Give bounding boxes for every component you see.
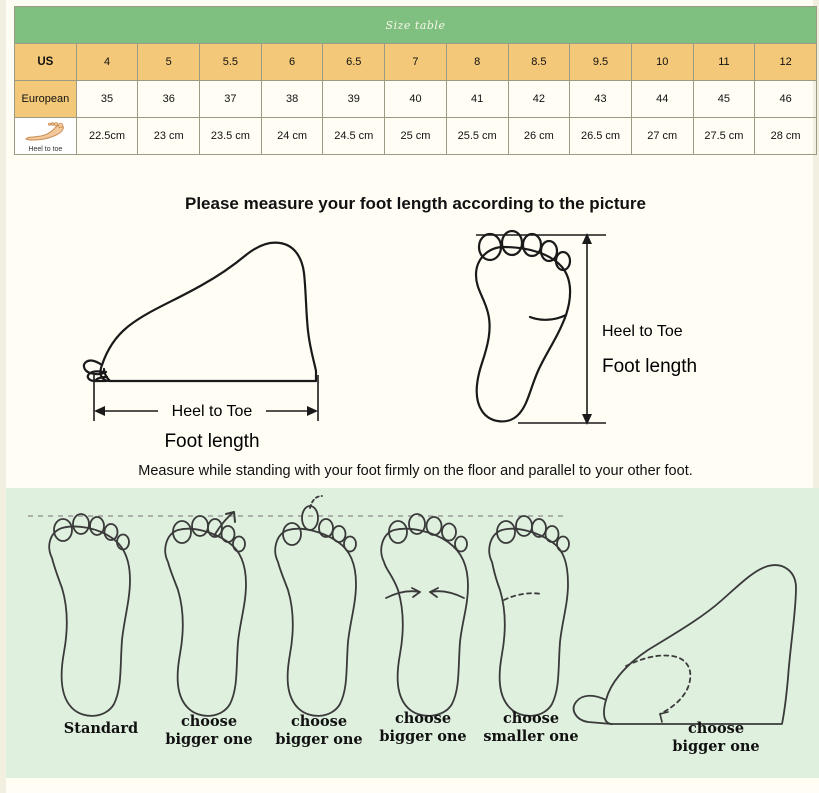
examples-panel [6,488,819,778]
row-label-us: US [15,44,77,81]
cell-cm-8: 26.5 cm [570,118,632,155]
side-foot-length-label: Foot length [164,431,260,452]
top-heel-to-toe-label: Heel to Toe [602,323,683,340]
cell-eu-8: 43 [570,81,632,118]
table-title: Size table [15,7,817,44]
cell-eu-10: 45 [693,81,755,118]
caption-1: Standard [63,720,139,737]
cell-cm-11: 28 cm [755,118,817,155]
cell-us-7: 8.5 [508,44,570,81]
cell-eu-3: 38 [261,81,323,118]
row-label-heel-to-toe [15,118,77,155]
size-table-container [14,6,817,155]
cell-us-5: 7 [385,44,447,81]
table-title-row [15,7,817,44]
cell-us-3: 6 [261,44,323,81]
cell-eu-7: 42 [508,81,570,118]
cell-cm-9: 27 cm [631,118,693,155]
cell-us-6: 8 [446,44,508,81]
measure-note: Measure while standing with your foot firmly on the floor and parallel to your other foot. [138,463,693,479]
cell-us-8: 9.5 [570,44,632,81]
cell-eu-6: 41 [446,81,508,118]
cell-eu-5: 40 [385,81,447,118]
cell-us-1: 5 [138,44,200,81]
cell-cm-3: 24 cm [261,118,323,155]
cell-cm-2: 23.5 cm [200,118,262,155]
side-foot-outline [84,243,316,381]
cell-cm-4: 24.5 cm [323,118,385,155]
top-foot-outline [476,231,570,421]
caption-2: choose bigger one [165,713,253,749]
caption-4: choose bigger one [379,710,467,746]
row-label-european: European [15,81,77,118]
footer-strip [6,778,819,793]
cell-eu-1: 36 [138,81,200,118]
cell-eu-2: 37 [200,81,262,118]
row-label-heel-to-toe-text: Heel to toe [28,145,63,153]
cell-us-2: 5.5 [200,44,262,81]
cell-cm-6: 25.5 cm [446,118,508,155]
cell-cm-0: 22.5cm [76,118,138,155]
cell-cm-1: 23 cm [138,118,200,155]
table-row-european [15,81,817,118]
foot-diagrams [6,225,819,460]
cell-cm-7: 26 cm [508,118,570,155]
cell-us-9: 10 [631,44,693,81]
cell-us-11: 12 [755,44,817,81]
cell-eu-9: 44 [631,81,693,118]
cell-us-10: 11 [693,44,755,81]
example-captions [6,488,819,778]
cell-eu-4: 39 [323,81,385,118]
measure-heading: Please measure your foot length according to the picture [185,194,646,213]
cell-cm-5: 25 cm [385,118,447,155]
cell-eu-11: 46 [755,81,817,118]
top-dimension-lines [476,233,606,425]
table-row-heel-to-toe [15,118,817,155]
size-table [14,6,817,155]
caption-3: choose bigger one [275,713,363,749]
caption-6: choose bigger one [672,720,760,756]
side-heel-to-toe-label: Heel to Toe [171,403,253,420]
cell-cm-10: 27.5 cm [693,118,755,155]
cell-us-4: 6.5 [323,44,385,81]
foot-icon [15,120,76,145]
top-foot-length-label: Foot length [602,356,698,377]
cell-us-0: 4 [76,44,138,81]
caption-5: choose smaller one [483,710,579,746]
table-row-us [15,44,817,81]
cell-eu-0: 35 [76,81,138,118]
